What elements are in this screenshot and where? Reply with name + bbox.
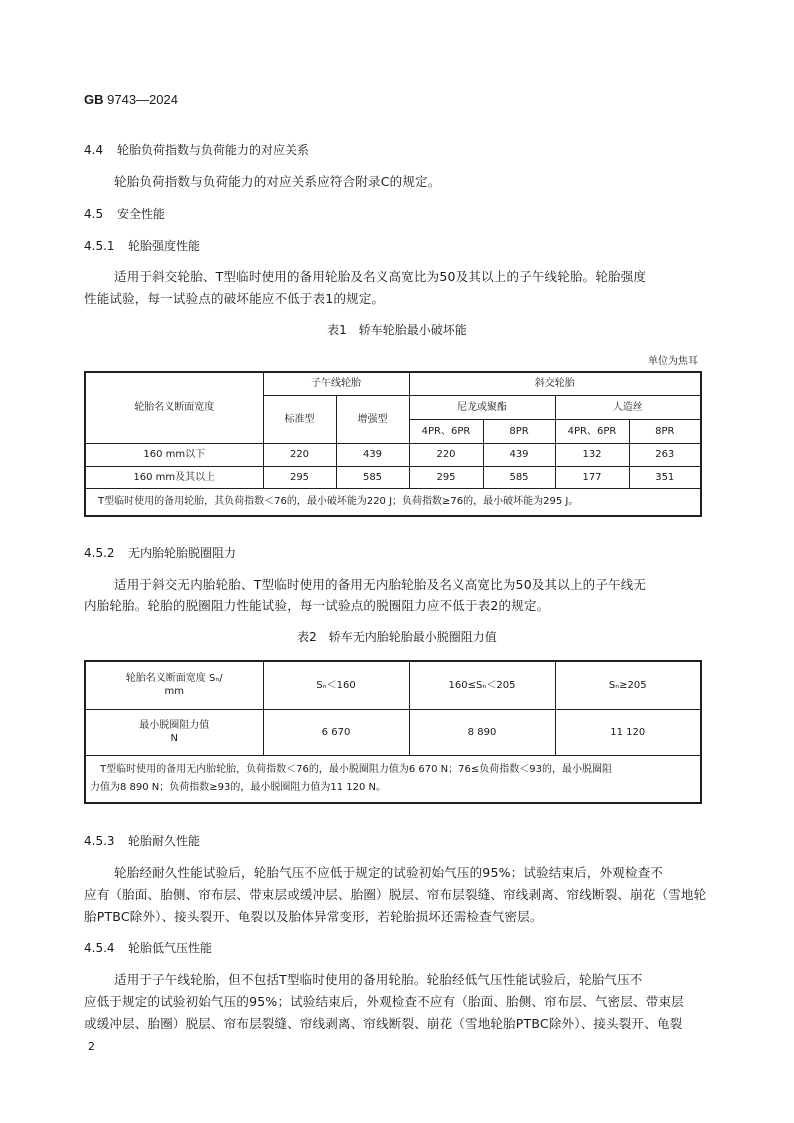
table-row [85, 466, 701, 488]
table2-note [85, 755, 701, 803]
table1-header-rayon: 人造丝 [555, 395, 701, 419]
section-4-5-3-text-line3: 胎PTBC除外）、接头裂开、龟裂以及胎体异常变形，若轮胎损坏还需检查气密层。 [84, 909, 543, 924]
table-cell: 295 [409, 466, 483, 488]
table2-header-col3: Sₙ≥205 [555, 661, 701, 709]
section-4-5-1-number: 4.5.1 [84, 239, 115, 253]
table-cell: 439 [483, 443, 555, 466]
table-cell: 6 670 [263, 709, 409, 755]
section-4-5-4-text-line3: 或缓冲层、胎圈）脱层、帘布层裂缝、帘线剥离、帘线断裂、崩花（雪地轮胎PTBC除外）、接头裂开、龟裂 [84, 1016, 683, 1031]
table1-header-radial: 子午线轮胎 [263, 372, 409, 395]
section-4-4-title: 轮胎负荷指数与负荷能力的对应关系 [117, 143, 310, 157]
table1-row1-label: 160 mm以下 [85, 443, 263, 466]
section-4-4-text: 轮胎负荷指数与负荷能力的对应关系应符合附录C的规定。 [114, 174, 441, 189]
section-4-5-4-number: 4.5.4 [84, 941, 115, 955]
table2-row-label [85, 709, 263, 755]
table-cell: 11 120 [555, 709, 701, 755]
section-4-5-2-text-line2: 内胎轮胎。轮胎的脱圈阻力性能试验，每一试验点的脱圈阻力应不低于表2的规定。 [84, 598, 550, 613]
table2-header-width [85, 661, 263, 709]
table-cell: 132 [555, 443, 629, 466]
standard-prefix: GB [84, 92, 104, 107]
table1 [84, 371, 702, 517]
page-number: 2 [88, 1040, 95, 1053]
table2-caption: 表2 轿车无内胎轮胎最小脱圈阻力值 [297, 630, 497, 644]
table1-unit: 单位为焦耳 [648, 356, 698, 367]
table2-row-label-line2: N [170, 733, 178, 744]
section-4-5-number: 4.5 [84, 207, 104, 221]
table-cell: 295 [263, 466, 336, 488]
section-4-5-1-text-line1: 适用于斜交轮胎、T型临时使用的备用轮胎及名义高宽比为50及其以上的子午线轮胎。轮胎强度 [114, 269, 647, 284]
table-cell: 263 [629, 443, 701, 466]
table-cell: 439 [336, 443, 409, 466]
section-4-5-1-text-line2: 性能试验，每一试验点的破坏能应不低于表1的规定。 [84, 291, 385, 306]
table2 [84, 660, 702, 804]
table1-header-standard: 标准型 [263, 395, 336, 443]
table1-caption: 表1 轿车轮胎最小破坏能 [327, 323, 467, 337]
section-4-5-2-number: 4.5.2 [84, 546, 115, 560]
table2-note-line2: 力值为8 890 N；负荷指数≥93的，最小脱圈阻力值为11 120 N。 [90, 781, 387, 793]
section-4-5-4-text-line1: 适用于子午线轮胎，但不包括T型临时使用的备用轮胎。轮胎经低气压性能试验后，轮胎气压不 [114, 972, 643, 987]
section-4-4-number: 4.4 [84, 143, 104, 157]
table-cell: 177 [555, 466, 629, 488]
table1-header-nylon-8pr: 8PR [483, 419, 555, 443]
table2-header-col1: Sₙ＜160 [263, 661, 409, 709]
section-4-5-2-title: 无内胎轮胎脱圈阻力 [128, 546, 237, 560]
table2-row-label-line1: 最小脱圈阻力值 [139, 720, 210, 731]
table2-header-col2: 160≤Sₙ＜205 [409, 661, 555, 709]
table1-note: T型临时使用的备用轮胎，其负荷指数＜76的，最小破坏能为220 J；负荷指数≥76的，最小破坏能为295 J。 [85, 488, 701, 516]
table1-header-width: 轮胎名义断面宽度 [85, 372, 263, 443]
table1-header-bias: 斜交轮胎 [409, 372, 701, 395]
table1-header-rayon-8pr: 8PR [629, 419, 701, 443]
table-cell: 220 [409, 443, 483, 466]
table-row [85, 443, 701, 466]
table-cell: 585 [336, 466, 409, 488]
table1-row2-label: 160 mm及其以上 [85, 466, 263, 488]
table-cell: 351 [629, 466, 701, 488]
section-4-5-3-number: 4.5.3 [84, 834, 115, 848]
table1-header-reinforced: 增强型 [336, 395, 409, 443]
table2-note-line1: T型临时使用的备用无内胎轮胎，负荷指数＜76的，最小脱圈阻力值为6 670 N；76≤负荷指数＜93的，最小脱圈阻 [100, 763, 612, 775]
table2-header-width-line1: 轮胎名义断面宽度 Sₙ/ [125, 673, 223, 685]
section-4-5-1-title: 轮胎强度性能 [128, 239, 201, 253]
section-4-5-3-text-line1: 轮胎经耐久性能试验后，轮胎气压不应低于规定的试验初始气压的95%；试验结束后，外观检查不 [114, 865, 664, 880]
section-4-5-3-title: 轮胎耐久性能 [128, 834, 201, 848]
table-cell: 8 890 [409, 709, 555, 755]
table-cell: 585 [483, 466, 555, 488]
standard-id: 9743—2024 [107, 92, 178, 107]
table-row [85, 709, 701, 755]
standard-number [84, 92, 178, 107]
table2-header-width-line2: mm [164, 686, 184, 698]
section-4-5-3-text-line2: 应有（胎面、胎侧、帘布层、带束层或缓冲层、胎圈）脱层、帘布层裂缝、帘线剥离、帘线断裂、崩花（雪地轮 [84, 887, 707, 902]
section-4-5-4-text-line2: 应低于规定的试验初始气压的95%；试验结束后，外观检查不应有（胎面、胎侧、帘布层、气密层、带束层 [84, 994, 684, 1009]
section-4-5-2-text-line1: 适用于斜交无内胎轮胎、T型临时使用的备用无内胎轮胎及名义高宽比为50及其以上的子午线无 [114, 577, 647, 592]
table1-header-nylon-4pr6pr: 4PR、6PR [409, 419, 483, 443]
section-4-5-title: 安全性能 [117, 207, 166, 221]
section-4-5-4-title: 轮胎低气压性能 [128, 941, 213, 955]
table1-header-nylon: 尼龙或聚酯 [409, 395, 555, 419]
table-cell: 220 [263, 443, 336, 466]
table1-header-rayon-4pr6pr: 4PR、6PR [555, 419, 629, 443]
